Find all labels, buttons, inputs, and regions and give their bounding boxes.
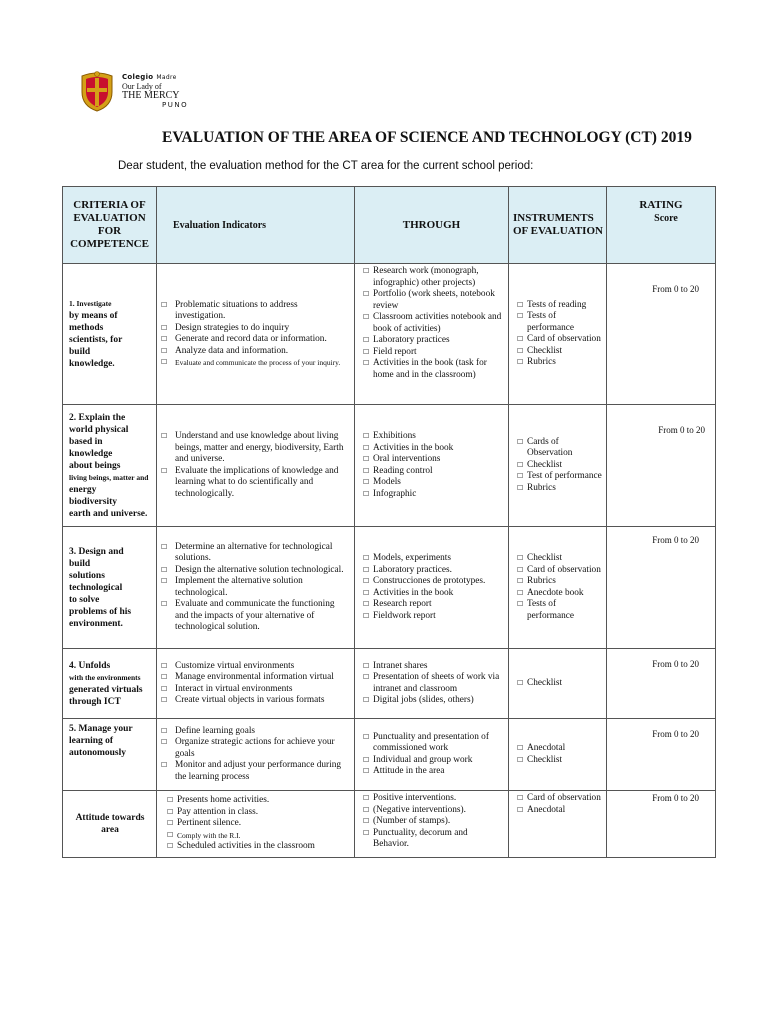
- instruments-cell: [509, 405, 607, 527]
- instruments-cell: [509, 719, 607, 791]
- list-item: ☐ Presents home activities.: [167, 795, 350, 807]
- list-item: ☐ Evaluate and communicate the functioning and the impacts of your alternative of technological solution.: [161, 599, 350, 634]
- list-item: ☐ Reading control: [363, 466, 505, 478]
- list-item: ☐ Scheduled activities in the classroom: [167, 841, 350, 853]
- list-item: ☐ Analyze data and information.: [161, 346, 350, 358]
- indicators-cell: [157, 719, 355, 791]
- list-item: ☐ Checklist: [517, 755, 603, 767]
- list-item: ☐ Understand and use knowledge about living beings, matter and energy, biodiversity, Earth and universe.: [161, 431, 350, 466]
- rating-cell: From 0 to 20: [607, 405, 716, 527]
- list-item: ☐ Laboratory practices: [363, 335, 505, 347]
- list-item: ☐ Cards of Observation: [517, 437, 603, 460]
- list-item: ☐ Checklist: [517, 553, 603, 565]
- list-item: ☐ Intranet shares: [363, 661, 505, 673]
- header-through: THROUGH: [355, 187, 509, 264]
- school-crest-icon: [78, 70, 116, 112]
- list-item: ☐ Positive interventions.: [363, 793, 505, 805]
- school-logo: [78, 70, 188, 112]
- logo-line1: Colegio: [122, 72, 154, 81]
- criteria-cell: 4. Unfolds with the environments generated virtuals through ICT: [63, 649, 157, 719]
- list-item: ☐ Anecdotal: [517, 805, 603, 817]
- rating-cell: From 0 to 20: [607, 649, 716, 719]
- list-item: ☐ Customize virtual environments: [161, 661, 350, 673]
- list-item: ☐ Laboratory practices.: [363, 565, 505, 577]
- list-item: ☐ Checklist: [517, 678, 603, 690]
- list-item: ☐ Checklist: [517, 460, 603, 472]
- list-item: ☐ (Number of stamps).: [363, 816, 505, 828]
- list-item: ☐ Activities in the book: [363, 443, 505, 455]
- indicators-cell: [157, 649, 355, 719]
- criteria-cell: 5. Manage your learning of autonomously: [63, 719, 157, 791]
- header-criteria: CRITERIA OF EVALUATION FOR COMPETENCE: [63, 187, 157, 264]
- logo-line3: THE MERCY: [122, 89, 180, 101]
- header-indicators: Evaluation Indicators: [157, 187, 355, 264]
- criteria-cell: 1. Investigate by means of methods scientists, for build knowledge.: [63, 264, 157, 405]
- header-rating: RATING Score: [607, 187, 716, 264]
- criteria-cell: 3. Design and build solutions technological to solve problems of his environment.: [63, 527, 157, 649]
- evaluation-table: [62, 186, 716, 858]
- logo-line1-small: Madre: [156, 73, 177, 81]
- list-item: ☐ Checklist: [517, 346, 603, 358]
- list-item: ☐ Interact in virtual environments: [161, 684, 350, 696]
- instruments-cell: [509, 791, 607, 858]
- list-item: ☐ Attitude in the area: [363, 766, 505, 778]
- list-item: ☐ Punctuality and presentation of commissioned work: [363, 732, 505, 755]
- list-item: ☐ Infographic: [363, 489, 505, 501]
- list-item: ☐ Portfolio (work sheets, notebook review: [363, 289, 505, 312]
- rating-cell: From 0 to 20: [607, 264, 716, 405]
- list-item: ☐ Design strategies to do inquiry: [161, 323, 350, 335]
- rating-cell: From 0 to 20: [607, 527, 716, 649]
- list-item: ☐ Rubrics: [517, 357, 603, 369]
- list-item: ☐ Presentation of sheets of work via intranet and classroom: [363, 672, 505, 695]
- list-item: ☐ Card of observation: [517, 565, 603, 577]
- table-row: [63, 719, 716, 791]
- list-item: ☐ Test of performance: [517, 471, 603, 483]
- list-item: ☐ Research report: [363, 599, 505, 611]
- list-item: ☐ Fieldwork report: [363, 611, 505, 623]
- indicators-cell: [157, 791, 355, 858]
- list-item: ☐ Activities in the book: [363, 588, 505, 600]
- list-item: ☐ Pertinent silence.: [167, 818, 350, 830]
- indicators-cell: [157, 405, 355, 527]
- through-cell: [355, 405, 509, 527]
- list-item: ☐ Exhibitions: [363, 431, 505, 443]
- list-item: ☐ Generate and record data or information.: [161, 334, 350, 346]
- list-item: ☐ Card of observation: [517, 334, 603, 346]
- list-item: ☐ Activities in the book (task for home and in the classroom): [363, 358, 505, 381]
- table-row: [63, 791, 716, 858]
- list-item: ☐ Tests of performance: [517, 599, 603, 622]
- list-item: ☐ Comply with the R.I.: [167, 830, 350, 842]
- indicators-cell: [157, 527, 355, 649]
- list-item: ☐ Evaluate and communicate the process of your inquiry.: [161, 357, 350, 369]
- list-item: ☐ Determine an alternative for technological solutions.: [161, 542, 350, 565]
- table-header-row: [63, 187, 716, 264]
- rating-cell: From 0 to 20: [607, 719, 716, 791]
- through-cell: [355, 649, 509, 719]
- list-item: ☐ Punctuality, decorum and Behavior.: [363, 828, 505, 851]
- list-item: ☐ Evaluate the implications of knowledge and learning what to do scientifically and technologically.: [161, 466, 350, 501]
- intro-text: Dear student, the evaluation method for the CT area for the current school period:: [118, 160, 534, 172]
- list-item: ☐ Pay attention in class.: [167, 807, 350, 819]
- list-item: ☐ Models: [363, 477, 505, 489]
- list-item: ☐ Field report: [363, 347, 505, 359]
- table-row: [63, 649, 716, 719]
- list-item: ☐ Oral interventions: [363, 454, 505, 466]
- list-item: ☐ Rubrics: [517, 483, 603, 495]
- criteria-cell: 2. Explain the world physical based in knowledge about beings living beings, matter and energy biodiversity earth and universe.: [63, 405, 157, 527]
- list-item: ☐ Anecdote book: [517, 588, 603, 600]
- through-cell: [355, 527, 509, 649]
- criteria-cell: Attitude towards area: [63, 791, 157, 858]
- list-item: ☐ Problematic situations to address investigation.: [161, 300, 350, 323]
- logo-line2: Our Lady of: [122, 81, 162, 91]
- through-cell: [355, 791, 509, 858]
- list-item: ☐ Define learning goals: [161, 726, 350, 738]
- list-item: ☐ Manage environmental information virtual: [161, 672, 350, 684]
- indicators-cell: [157, 264, 355, 405]
- list-item: ☐ Models, experiments: [363, 553, 505, 565]
- list-item: ☐ Design the alternative solution technological.: [161, 565, 350, 577]
- list-item: ☐ Research work (monograph, infographic) other projects): [363, 266, 505, 289]
- instruments-cell: [509, 264, 607, 405]
- list-item: ☐ Create virtual objects in various formats: [161, 695, 350, 707]
- instruments-cell: [509, 527, 607, 649]
- through-cell: [355, 719, 509, 791]
- instruments-cell: [509, 649, 607, 719]
- list-item: ☐ Card of observation: [517, 793, 603, 805]
- rating-cell: From 0 to 20: [607, 791, 716, 858]
- table-row: [63, 405, 716, 527]
- list-item: ☐ Rubrics: [517, 576, 603, 588]
- list-item: ☐ Monitor and adjust your performance during the learning process: [161, 760, 350, 783]
- list-item: ☐ Classroom activities notebook and book of activities): [363, 312, 505, 335]
- list-item: ☐ Anecdotal: [517, 743, 603, 755]
- list-item: ☐ Tests of performance: [517, 311, 603, 334]
- through-cell: [355, 264, 509, 405]
- list-item: ☐ Digital jobs (slides, others): [363, 695, 505, 707]
- logo-line4: PUNO: [162, 100, 189, 109]
- document-title: EVALUATION OF THE AREA OF SCIENCE AND TECHNOLOGY (CT) 2019: [162, 129, 692, 146]
- list-item: ☐ Organize strategic actions for achieve your goals: [161, 737, 350, 760]
- table-row: [63, 264, 716, 405]
- list-item: ☐ Tests of reading: [517, 300, 603, 312]
- list-item: ☐ Individual and group work: [363, 755, 505, 767]
- list-item: ☐ Implement the alternative solution technological.: [161, 576, 350, 599]
- header-instruments: INSTRUMENTS OF EVALUATION: [509, 187, 607, 264]
- table-row: [63, 527, 716, 649]
- list-item: ☐ (Negative interventions).: [363, 805, 505, 817]
- list-item: ☐ Construcciones de prototypes.: [363, 576, 505, 588]
